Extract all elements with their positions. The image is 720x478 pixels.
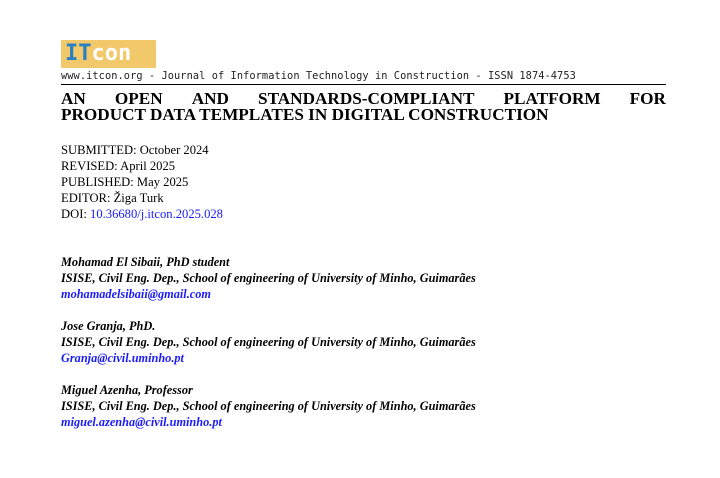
- author-name: Miguel Azenha, Professor: [61, 383, 193, 397]
- logo-it-text: IT: [65, 41, 92, 66]
- doi-label: DOI:: [61, 207, 91, 221]
- logo-con-text: con: [91, 41, 132, 66]
- paper-title: [61, 91, 666, 123]
- author-email-link[interactable]: Granja@civil.uminho.pt: [61, 351, 184, 365]
- author-affiliation: ISISE, Civil Eng. Dep., School of engineering of University of Minho, Guimarães: [61, 399, 476, 413]
- revised-date: REVISED: April 2025: [61, 159, 176, 173]
- title-word: PLATFORM: [503, 89, 601, 108]
- author-name: Mohamad El Sibaii, PhD student: [61, 255, 230, 269]
- editor-name: EDITOR: Žiga Turk: [61, 191, 164, 205]
- title-word: OPEN: [114, 89, 163, 108]
- title-word: AN: [61, 89, 86, 108]
- doi-row: [61, 206, 223, 222]
- submitted-date: SUBMITTED: October 2024: [61, 143, 209, 157]
- author-name: Jose Granja, PhD.: [61, 319, 156, 333]
- author-block: [61, 382, 476, 430]
- title-word: FOR: [629, 89, 666, 108]
- title-word: AND: [191, 89, 229, 108]
- title-word: STANDARDS-COMPLIANT: [258, 89, 475, 108]
- author-affiliation: ISISE, Civil Eng. Dep., School of engineering of University of Minho, Guimarães: [61, 335, 476, 349]
- author-block: [61, 318, 476, 366]
- author-email-link[interactable]: mohamadelsibaii@gmail.com: [61, 287, 211, 301]
- author-affiliation: ISISE, Civil Eng. Dep., School of engineering of University of Minho, Guimarães: [61, 271, 476, 285]
- published-date: PUBLISHED: May 2025: [61, 175, 189, 189]
- doi-link[interactable]: 10.36680/j.itcon.2025.028: [90, 207, 223, 221]
- header-divider: [61, 84, 666, 85]
- author-block: [61, 254, 476, 302]
- title-line-2: PRODUCT DATA TEMPLATES IN DIGITAL CONSTRUCTION: [61, 105, 549, 124]
- itcon-logo: [61, 40, 156, 68]
- author-email-link[interactable]: miguel.azenha@civil.uminho.pt: [61, 415, 222, 429]
- journal-header-line: www.itcon.org - Journal of Information Technology in Construction - ISSN 1874-4753: [61, 70, 576, 82]
- publication-meta: [61, 142, 223, 222]
